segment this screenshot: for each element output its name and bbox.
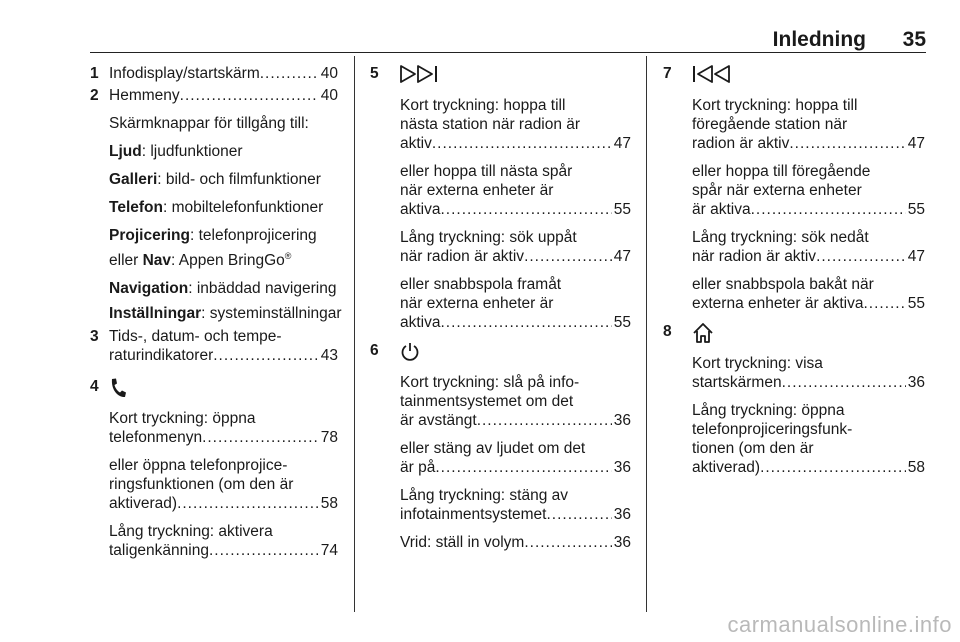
page-ref[interactable]: 74 <box>320 542 338 559</box>
page-ref[interactable]: 55 <box>613 314 631 331</box>
entry-number: 6 <box>370 342 379 359</box>
column-divider-1 <box>354 56 355 612</box>
softkeys-intro: Skärmknappar för tillgång till: <box>109 115 309 132</box>
paragraph: Lång tryckning: aktivera taligenkänning ..... 74 <box>109 522 338 560</box>
page-ref[interactable]: 58 <box>320 495 338 512</box>
entry-3 <box>90 327 338 365</box>
paragraph: Lång tryckning: sök nedåt när radion är aktiv ..... 47 <box>692 228 925 266</box>
page-ref[interactable]: 36 <box>907 374 925 391</box>
entry-2 <box>90 86 342 323</box>
paragraph: Lång tryckning: sök uppåt när radion är aktiv ..... 47 <box>400 228 631 266</box>
column-1 <box>90 64 342 569</box>
page-ref[interactable]: 47 <box>907 248 925 265</box>
entry-text: Hemmeny <box>109 87 180 104</box>
paragraph: Kort tryckning: öppna telefonmenyn ..... 78 <box>109 409 338 447</box>
page-ref[interactable]: 43 <box>320 347 338 364</box>
entry-number: 8 <box>663 323 672 340</box>
entry-1 <box>90 64 338 83</box>
paragraph: Lång tryckning: stäng av infotainmentsystemet ..... 36 <box>400 486 631 524</box>
page-ref[interactable]: 36 <box>613 534 631 551</box>
entry-5 <box>370 64 631 332</box>
entry-7 <box>663 64 925 313</box>
paragraph: eller hoppa till nästa spår när externa enheter är aktiva ..... 55 <box>400 162 631 219</box>
page-ref[interactable]: 47 <box>907 135 925 152</box>
entry-number: 2 <box>90 87 99 104</box>
softkey-telefon: Telefon: mobiltelefonfunktioner <box>109 199 324 216</box>
page-number: 35 <box>902 28 926 51</box>
column-3 <box>663 64 925 486</box>
paragraph: Kort tryckning: slå på info- tainmentsystemet om det är avstängt ..... 36 <box>400 373 631 430</box>
paragraph: Kort tryckning: hoppa till föregående station när radion är aktiv ..... 47 <box>692 96 925 153</box>
entry-text: Infodisplay/startskärm <box>109 65 260 82</box>
paragraph: Vrid: ställ in volym ..... 36 <box>400 533 631 552</box>
softkey-installningar: Inställningar: systeminställningar <box>109 305 342 322</box>
home-icon <box>692 322 925 344</box>
page-ref[interactable]: 47 <box>613 135 631 152</box>
skip-forward-icon <box>400 64 631 86</box>
softkey-ljud: Ljud: ljudfunktioner <box>109 143 243 160</box>
entry-text: Tids-, datum- och tempe- <box>109 328 282 345</box>
page-title: Inledning <box>772 28 866 51</box>
page-ref[interactable]: 55 <box>613 201 631 218</box>
column-2 <box>370 64 631 561</box>
page-ref[interactable]: 40 <box>320 65 338 82</box>
entry-number: 5 <box>370 65 379 82</box>
page-ref[interactable]: 36 <box>613 459 631 476</box>
entry-number: 4 <box>90 378 99 395</box>
entry-number: 1 <box>90 65 99 82</box>
entry-number: 3 <box>90 328 99 345</box>
entry-4 <box>90 377 338 560</box>
softkey-nav: eller Nav: Appen BringGo® <box>109 250 292 269</box>
page-ref[interactable]: 55 <box>907 201 925 218</box>
page-ref[interactable]: 47 <box>613 248 631 265</box>
page-ref[interactable]: 55 <box>907 295 925 312</box>
page-ref[interactable]: 40 <box>320 87 338 104</box>
softkey-projicering: Projicering: telefonprojicering <box>109 227 317 244</box>
column-divider-2 <box>646 56 647 612</box>
paragraph: eller hoppa till föregående spår när externa enheter är aktiva ..... 55 <box>692 162 925 219</box>
header-rule <box>90 52 926 53</box>
entry-6 <box>370 341 631 552</box>
watermark: carmanualsonline.info <box>727 612 952 637</box>
page-ref[interactable]: 78 <box>320 429 338 446</box>
entry-number: 7 <box>663 65 672 82</box>
paragraph: eller snabbspola framåt när externa enheter är aktiva ..... 55 <box>400 275 631 332</box>
page-ref[interactable]: 36 <box>613 412 631 429</box>
phone-icon <box>109 377 338 399</box>
power-icon <box>400 341 631 363</box>
paragraph: eller öppna telefonprojice- ringsfunktionen (om den är aktiverad) ..... 58 <box>109 456 338 513</box>
paragraph: Lång tryckning: öppna telefonprojiceringsfunk- tionen (om den är aktiverad) ..... 58 <box>692 401 925 477</box>
page-ref[interactable]: 58 <box>907 459 925 476</box>
skip-back-icon <box>692 64 925 86</box>
softkey-navigation: Navigation: inbäddad navigering <box>109 280 337 297</box>
paragraph: eller stäng av ljudet om det är på ..... 36 <box>400 439 631 477</box>
entry-8 <box>663 322 925 477</box>
paragraph: Kort tryckning: visa startskärmen ..... 36 <box>692 354 925 392</box>
page-ref[interactable]: 36 <box>613 506 631 523</box>
paragraph: eller snabbspola bakåt när externa enheter är aktiva ..... 55 <box>692 275 925 313</box>
page-header <box>90 28 926 50</box>
entry-text: raturindikatorer <box>109 347 214 364</box>
paragraph: Kort tryckning: hoppa till nästa station när radion är aktiv ..... 47 <box>400 96 631 153</box>
softkey-galleri: Galleri: bild- och filmfunktioner <box>109 171 321 188</box>
